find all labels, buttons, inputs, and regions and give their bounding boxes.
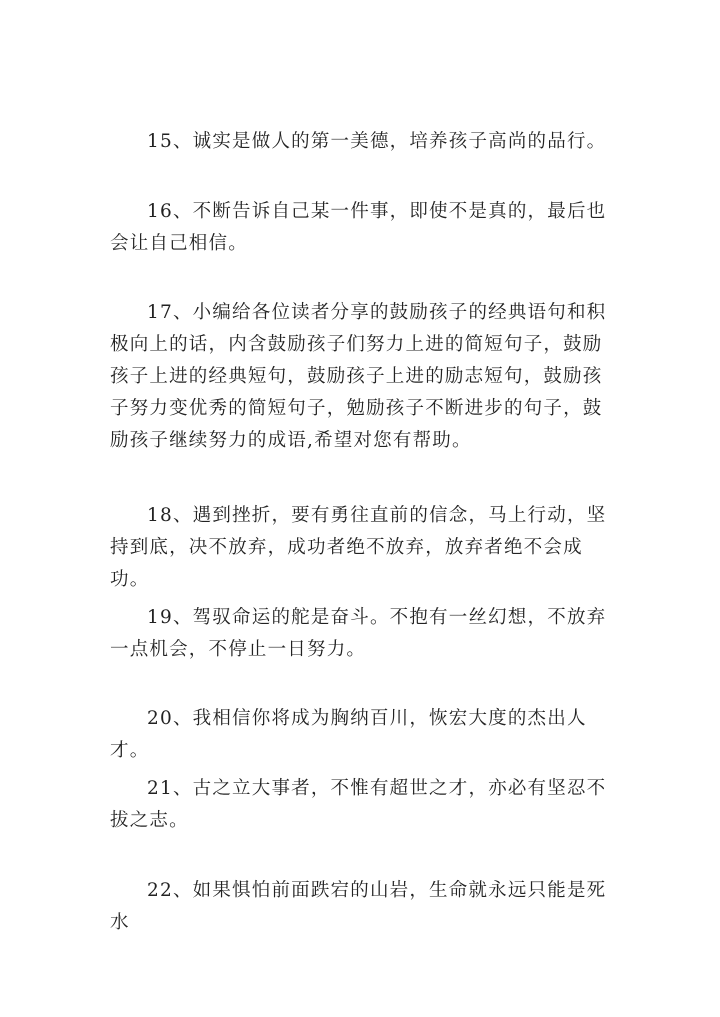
paragraph-18: 18、遇到挫折，要有勇往直前的信念，马上行动，坚持到底，决不放弃，成功者绝不放弃，放弃者绝不会成功。	[110, 505, 607, 590]
paragraph-16: 16、不断告诉自己某一件事，即使不是真的，最后也会让自己相信。	[110, 201, 607, 254]
paragraph-19: 19、驾驭命运的舵是奋斗。不抱有一丝幻想，不放弃一点机会，不停止一日努力。	[110, 607, 607, 660]
paragraph-17: 17、小编给各位读者分享的鼓励孩子的经典语句和积极向上的话，内含鼓励孩子们努力上进的简短句子，鼓励孩子上进的经典短句，鼓励孩子上进的励志短句，鼓励孩子努力变优秀的简短句子，勉励孩子不断进步的句子，鼓励孩子继续努力的成语,希望对您有帮助。	[110, 302, 607, 451]
paragraph-21: 21、古之立大事者，不惟有超世之才，亦必有坚忍不拔之志。	[110, 778, 607, 831]
paragraph-20: 20、我相信你将成为胸纳百川，恢宏大度的杰出人才。	[110, 708, 587, 761]
paragraph-22: 22、如果惧怕前面跌宕的山岩，生命就永远只能是死水	[110, 880, 607, 933]
paragraph-15: 15、诚实是做人的第一美德，培养孩子高尚的品行。	[147, 131, 607, 152]
